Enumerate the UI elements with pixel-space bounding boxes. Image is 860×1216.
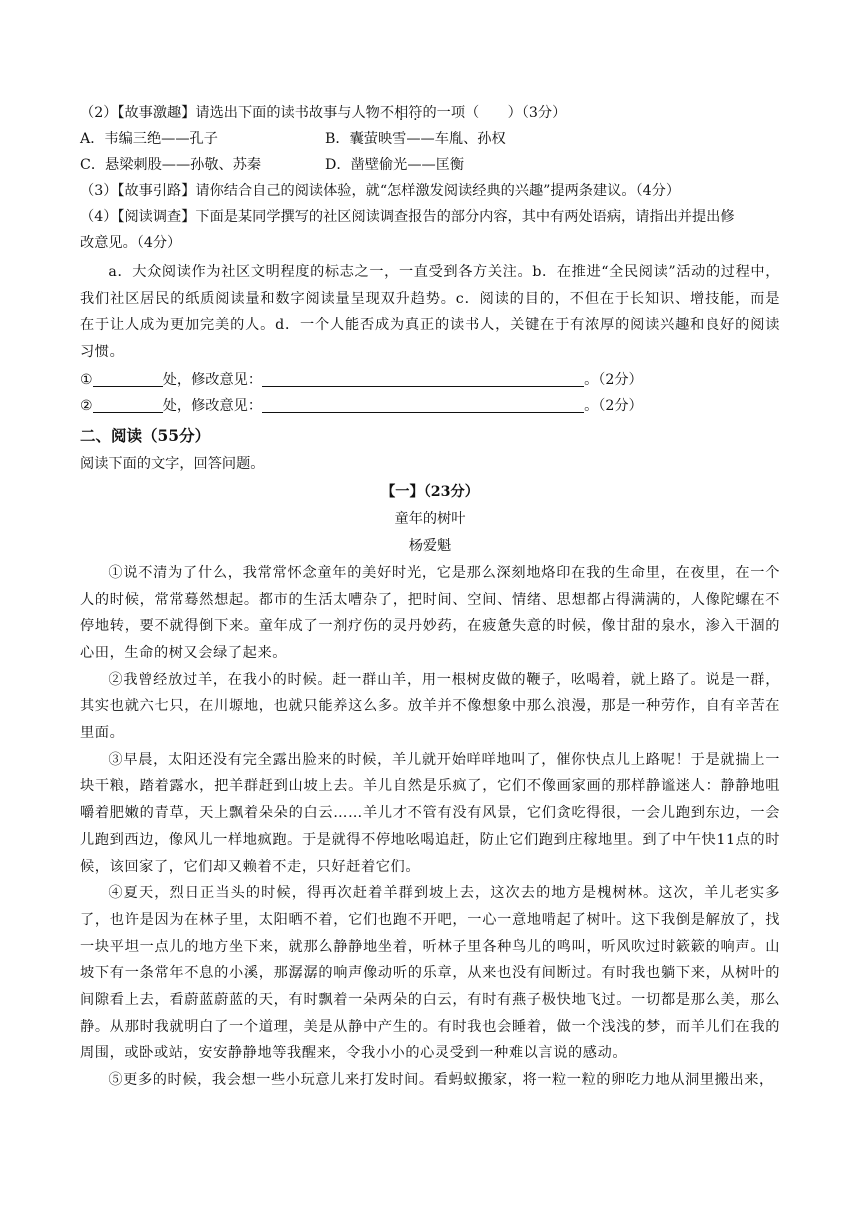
emphasis-char: 相 — [394, 105, 409, 121]
option-a[interactable]: A．韦编三绝——孔子 — [80, 131, 218, 147]
article-paragraph-3: ③早晨，太阳还没有完全露出脸来的时候，羊儿就开始咩咩地叫了，催你快点儿上路呢！于是就揣上一块干粮，踏着露水，把羊群赶到山坡上去。羊儿自然是乐疯了，它们不像画家画的那样静谧迷人：静静地咀嚼着肥嫩的青草，天上飘着朵朵的白云……羊儿才不管有没有风景，它们贪吃得很，一会儿跑到东边，一会儿跑到西边，像风儿一样地疯跑。于是就得不停地吆喝追赶，防止它们跑到庄稼地里。到了中午快11点的时候，该回家了，它们却又赖着不走，只好赶着它们。 — [80, 751, 780, 875]
article-paragraph-1: ①说不清为了什么，我常常怀念童年的美好时光，它是那么深刻地烙印在我的生命里，在夜里，在一个人的时候，常常蓦然想起。都市的生活太嘈杂了，把时间、空间、情绪、思想都占得满满的，人像陀螺在不停地转，要不就得倒下来。童年成了一剂疗伤的灵丹妙药，在疲惫失意的时候，像甘甜的泉水，渗入干涸的心田，生命的树又会绿了起来。 — [80, 564, 780, 661]
question-2-text-end: 的一项（ ）（3分） — [422, 105, 567, 121]
emphasis-char: 符 — [408, 105, 423, 121]
answer-number: ② — [80, 397, 93, 414]
answer-label: 处，修改意见： — [162, 397, 263, 414]
article-paragraph-5: ⑤更多的时候，我会想一些小玩意儿来打发时间。看蚂蚁搬家，将一粒一粒的卵吃力地从洞里搬出来， — [108, 1072, 774, 1089]
article-paragraph-2: ②我曾经放过羊，在我小的时候。赶一群山羊，用一根树皮做的鞭子，吆喝着，就上路了。说是一群，其实也就六七只，在川塬地，也就只能养这么多。放羊并不像想象中那么浪漫，那是一种劳作，自有辛苦在里面。 — [80, 671, 780, 742]
option-c[interactable]: C．悬梁刺股——孙敬、苏秦 — [80, 157, 262, 173]
question-2 — [80, 100, 780, 126]
answer-score: 。（2分） — [584, 371, 643, 388]
answer-blank-suggestion[interactable] — [262, 396, 584, 413]
option-d[interactable]: D．凿壁偷光——匡衡 — [325, 157, 465, 173]
answer-line-2 — [80, 393, 780, 419]
article-body — [80, 560, 780, 1094]
answer-line-1 — [80, 367, 780, 393]
answer-blank-location[interactable] — [93, 396, 163, 413]
article-title: 童年的树叶 — [394, 510, 466, 527]
question-3: （3）【故事引路】请你结合自己的阅读体验，就“怎样激发阅读经典的兴趣”提两条建议。（4分） — [80, 183, 681, 199]
survey-passage: a．大众阅读作为社区文明程度的标志之一，一直受到各方关注。b．在推进“全民阅读”活动的过程中，我们社区居民的纸质阅读量和数字阅读量呈现双升趋势。c．阅读的目的，不但在于长知识、增技能，而是在于让人成为更加完美的人。d．一个人能否成为真正的读书人，关键在于有浓厚的阅读兴趣和良好的阅读习惯。 — [80, 264, 780, 361]
options-row-2 — [80, 152, 780, 178]
question-2-text: （2）【故事激趣】请选出下面的读书故事与人物不 — [80, 105, 395, 121]
answer-number: ① — [80, 371, 93, 388]
answer-blank-location[interactable] — [93, 370, 163, 387]
article-paragraph-4: ④夏天，烈日正当头的时候，得再次赶着羊群到坡上去，这次去的地方是槐树林。这次，羊儿老实多了，也许是因为在林子里，太阳晒不着，它们也跑不开吧，一心一意地啃起了树叶。这下我倒是解放了，找一块平坦一点儿的地方坐下来，就那么静静地坐着，听林子里各种鸟儿的鸣叫，听风吹过时簌簌的响声。山坡下有一条常年不息的小溪，那潺潺的响声像动听的乐章，从来也没有间断过。有时我也躺下来，从树叶的间隙看上去，看蔚蓝蔚蓝的天，有时飘着一朵两朵的白云，有时有燕子极快地飞过。一切都是那么美，那么静。从那时我就明白了一个道理，美是从静中产生的。有时我也会睡着，做一个浅浅的梦，而羊儿们在我的周围，或卧或站，安安静静地等我醒来，令我小小的心灵受到一种难以言说的感动。 — [80, 885, 780, 1062]
reading-part-label: 【一】（23分） — [381, 483, 479, 500]
exam-page — [80, 100, 780, 1094]
reading-instruction: 阅读下面的文字，回答问题。 — [80, 455, 265, 472]
options-row-1 — [80, 126, 780, 152]
question-4-line-2: 改意见。（4分） — [80, 235, 182, 251]
answer-blank-suggestion[interactable] — [262, 370, 584, 387]
answer-label: 处，修改意见： — [162, 371, 263, 388]
question-4-line-1: （4）【阅读调查】下面是某同学撰写的社区阅读调查报告的部分内容，其中有两处语病，请指出并提出修 — [80, 209, 735, 225]
section-heading: 二、阅读（55分） — [80, 425, 211, 445]
option-b[interactable]: B．囊萤映雪——车胤、孙权 — [325, 131, 506, 147]
article-author: 杨爱魁 — [408, 537, 452, 554]
answer-score: 。（2分） — [584, 397, 643, 414]
